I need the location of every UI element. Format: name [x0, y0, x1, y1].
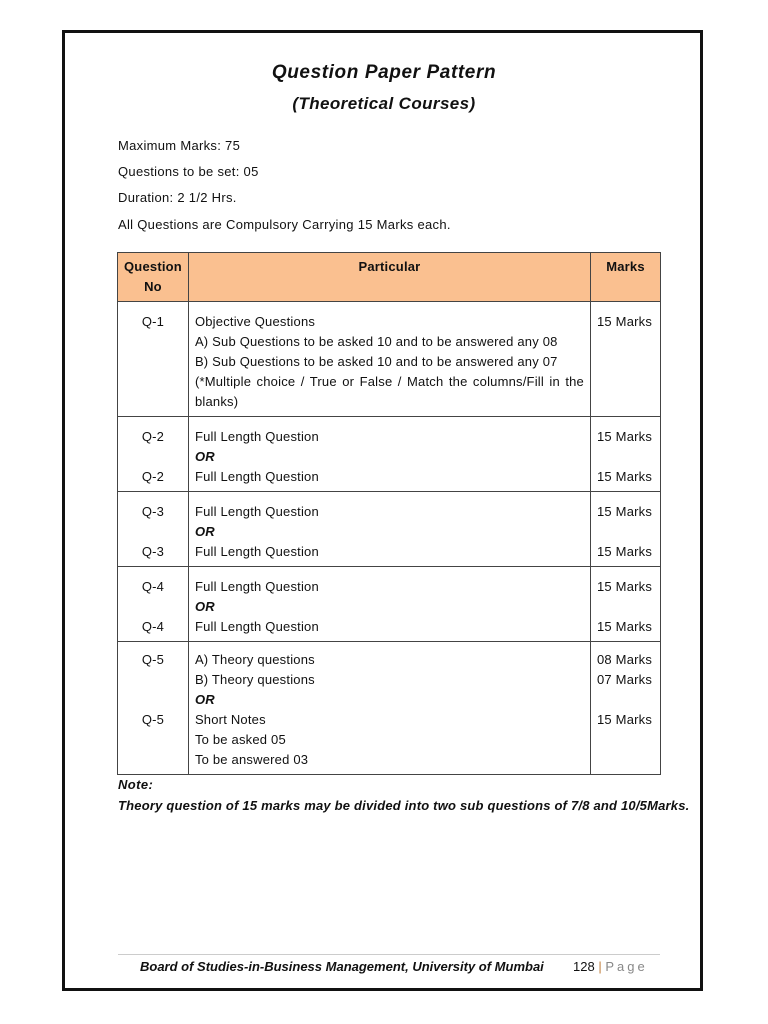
particular-line: Full Length Question [194, 429, 319, 444]
particular-line: Full Length Question [194, 619, 319, 634]
or-label: OR [194, 692, 215, 707]
question-no-cell [118, 567, 189, 642]
or-label: OR [194, 449, 215, 464]
header-particular: Particular [188, 253, 590, 302]
question-no-cell [118, 417, 189, 492]
question-no: Q-2 [141, 429, 165, 444]
question-no: Q-1 [118, 302, 189, 417]
particular-cell [188, 642, 590, 775]
page-subtitle: (Theoretical Courses) [292, 94, 476, 113]
particular-line: (*Multiple choice / True or False / Match the columns/Fill in the blanks) [194, 374, 584, 409]
question-no: Q-4 [141, 579, 165, 594]
or-label: OR [194, 524, 215, 539]
marks: 15 Marks [597, 429, 653, 444]
page-title: Question Paper Pattern [271, 62, 497, 83]
table-row [118, 492, 661, 567]
question-no: Q-4 [141, 619, 165, 634]
question-no-cell [118, 642, 189, 775]
particular-cell [188, 492, 590, 567]
marks-cell [591, 417, 661, 492]
header-marks: Marks [591, 253, 661, 302]
particular-line: Full Length Question [194, 544, 319, 559]
marks: 15 Marks [591, 302, 661, 417]
question-no: Q-5 [141, 712, 165, 727]
footer-board: Board of Studies-in-Business Management, University of Mumbai [140, 959, 544, 974]
marks-cell [591, 642, 661, 775]
marks: 15 Marks [597, 579, 653, 594]
marks: 15 Marks [597, 469, 653, 484]
page-number: 128 [573, 959, 595, 974]
marks: 07 Marks [597, 672, 653, 687]
page-separator: | [598, 959, 602, 974]
table-header-row [118, 253, 661, 302]
particular-line: B) Theory questions [194, 672, 315, 687]
particular-cell [188, 302, 590, 417]
note-text: Theory question of 15 marks may be divided into two sub questions of 7/8 and 10/5Marks. [118, 798, 690, 813]
compulsory-note: All Questions are Compulsory Carrying 15 Marks each. [118, 217, 451, 232]
questions-to-be-set: Questions to be set: 05 [118, 164, 259, 179]
particular-line: Full Length Question [194, 579, 319, 594]
marks-cell [591, 492, 661, 567]
marks: 15 Marks [597, 619, 653, 634]
marks: 08 Marks [597, 652, 653, 667]
marks: 15 Marks [597, 544, 653, 559]
page-label: Page [605, 959, 648, 974]
particular-cell [188, 567, 590, 642]
table-row [118, 642, 661, 775]
header-question-no: Question No [118, 253, 189, 302]
maximum-marks: Maximum Marks: 75 [118, 138, 241, 153]
particular-line: Full Length Question [194, 469, 319, 484]
question-no: Q-5 [141, 652, 165, 667]
marks-cell [591, 567, 661, 642]
particular-cell [188, 417, 590, 492]
question-no: Q-3 [141, 544, 165, 559]
question-no: Q-3 [141, 504, 165, 519]
particular-line: A) Theory questions [194, 652, 315, 667]
table-row [118, 567, 661, 642]
footer-divider [118, 954, 660, 955]
particular-line: A) Sub Questions to be asked 10 and to be answered any 08 [194, 334, 558, 349]
particular-line: Objective Questions [194, 314, 316, 329]
or-label: OR [194, 599, 215, 614]
question-pattern-table [117, 252, 661, 775]
particular-line: To be asked 05 [194, 732, 286, 747]
duration: Duration: 2 1/2 Hrs. [118, 190, 237, 205]
question-no: Q-2 [141, 469, 165, 484]
question-no-cell [118, 492, 189, 567]
table-row [118, 417, 661, 492]
marks: 15 Marks [597, 504, 653, 519]
footer-page [573, 959, 648, 974]
particular-line: Full Length Question [194, 504, 319, 519]
marks: 15 Marks [597, 712, 653, 727]
table-row [118, 302, 661, 417]
particular-line: Short Notes [194, 712, 266, 727]
particular-line: To be answered 03 [194, 752, 309, 767]
note-heading: Note: [118, 777, 154, 792]
particular-line: B) Sub Questions to be asked 10 and to be answered any 07 [194, 354, 558, 369]
